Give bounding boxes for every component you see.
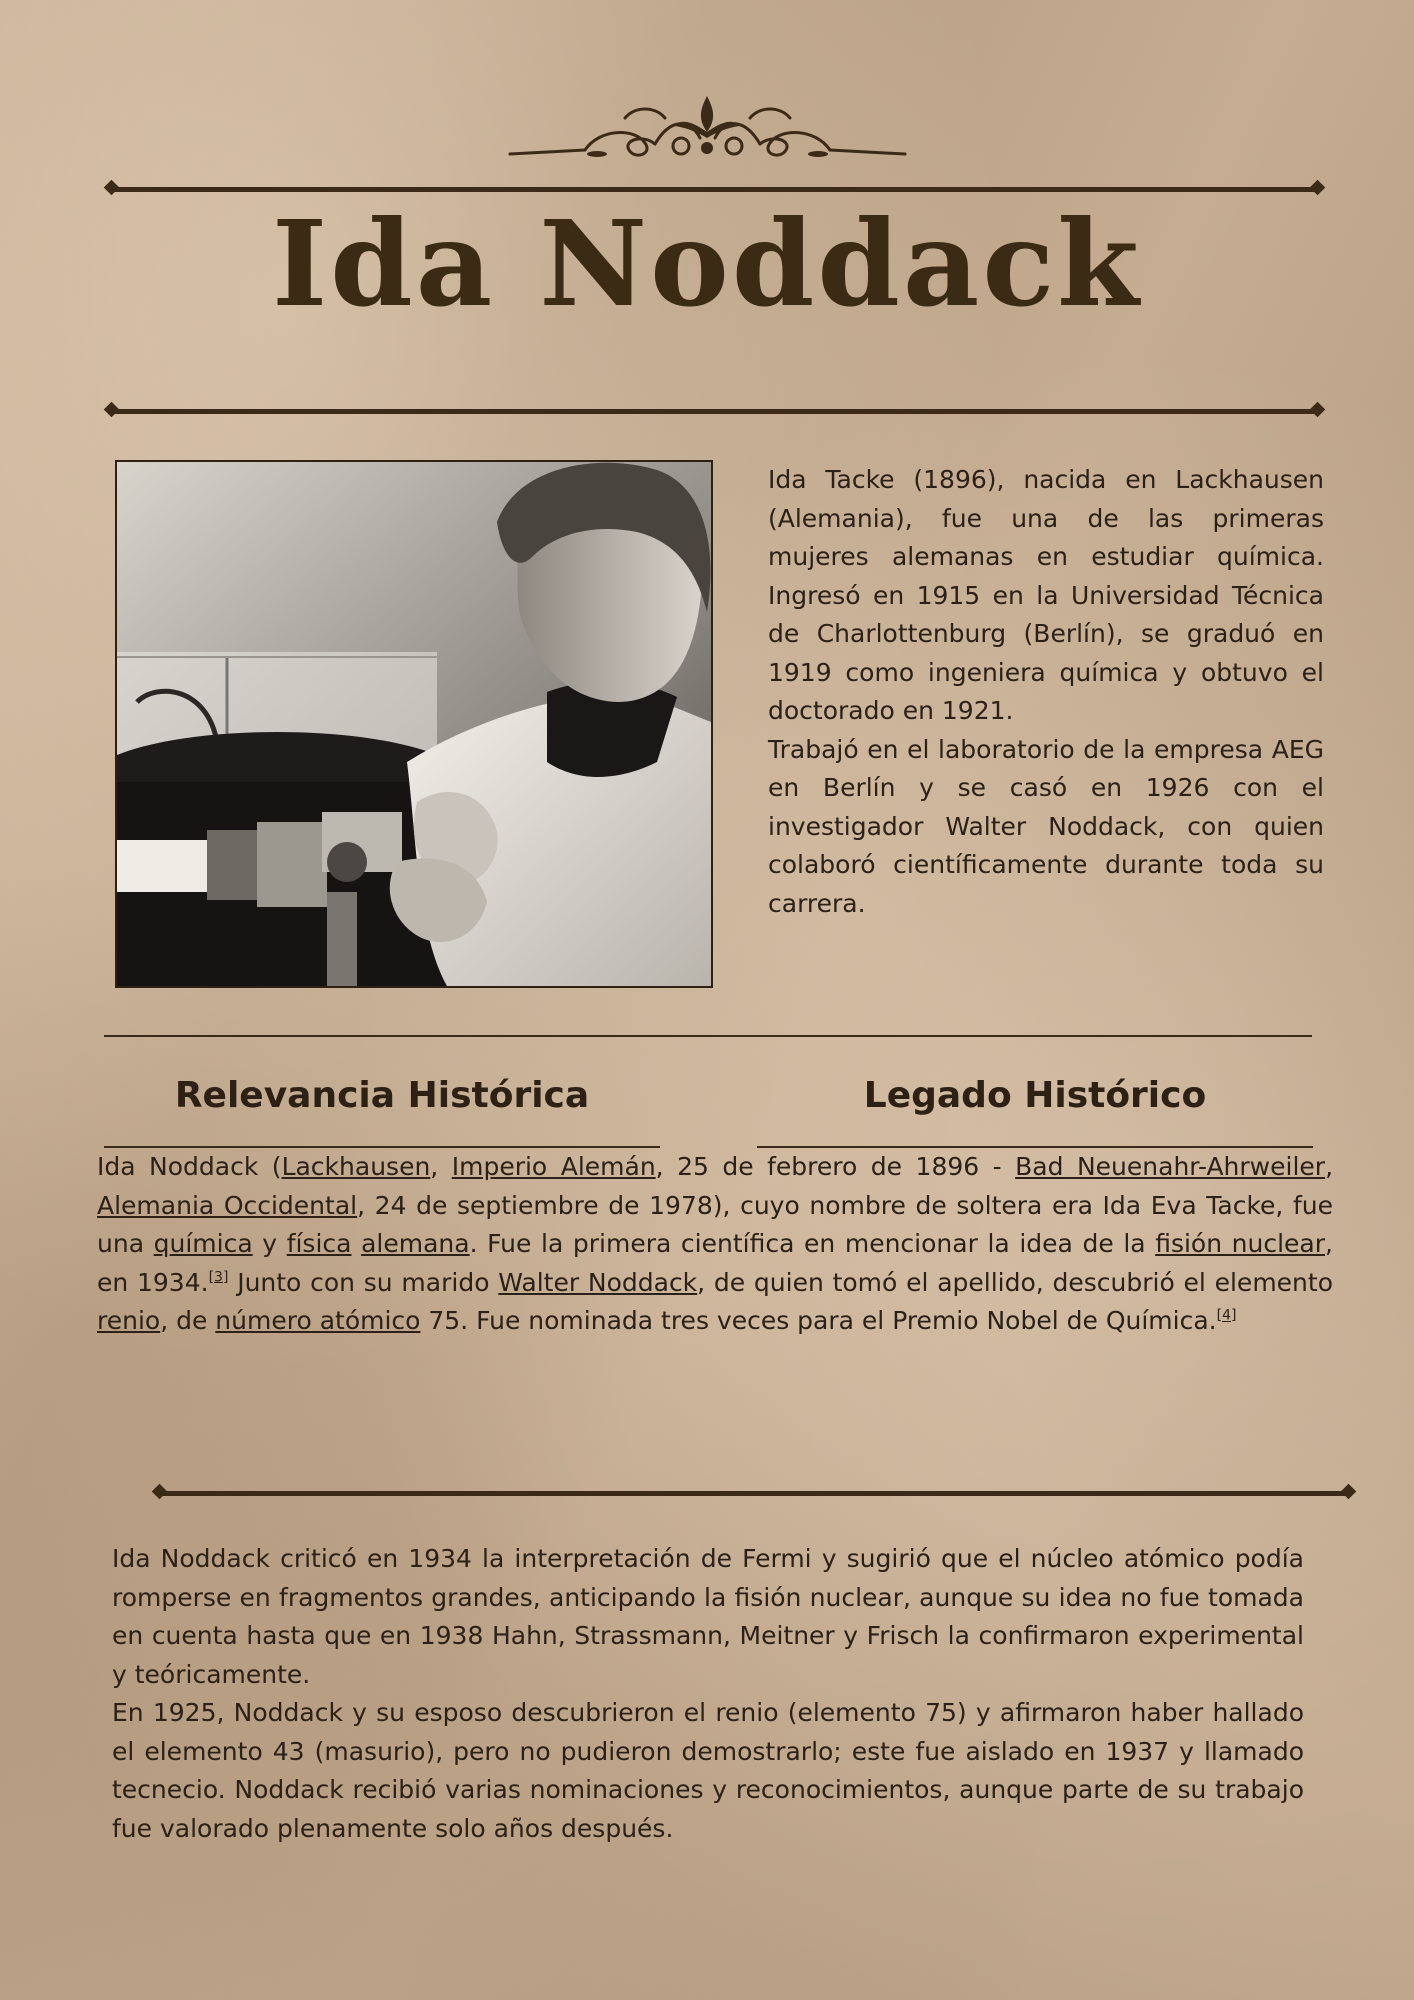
link-fisica[interactable]: física [286,1229,352,1258]
link-renio[interactable]: renio [97,1306,161,1335]
link-lackhausen[interactable]: Lackhausen [281,1152,431,1181]
top-divider [112,187,1317,192]
legacy-paragraph-1: Ida Noddack criticó en 1934 la interpretación de Fermi y sugirió que el núcleo atómico podía romperse en fragmentos grandes, anticipando la fisión nuclear, aunque su idea no fue tomada en cuenta hasta que en 1938 Hahn, Strassmann, Meitner y Frisch la confirmaron experimental y teóricamente. [112,1544,1304,1689]
heading-legado: Legado Histórico [863,1075,1207,1116]
link-quimica[interactable]: química [153,1229,253,1258]
reference-4[interactable]: [4] [1216,1307,1237,1324]
section-divider [104,1035,1312,1037]
intro-column [768,461,1324,923]
reference-3[interactable]: [3] [208,1269,229,1286]
legacy-paragraph-2: En 1925, Noddack y su esposo descubrieron el renio (elemento 75) y afirmaron haber hallado el elemento 43 (masurio), pero no pudieron demostrarlo; este fue aislado en 1937 y llamado tecnecio. Noddack recibió varias nominaciones y reconocimientos, aunque parte de su trabajo fue valorado plenamente solo años después. [112,1698,1304,1843]
title-divider [112,409,1317,414]
portrait-illustration [117,462,711,986]
link-bad-neuenahr-ahrweiler[interactable]: Bad Neuenahr-Ahrweiler [1015,1152,1326,1181]
link-fision-nuclear[interactable]: fisión nuclear [1155,1229,1326,1258]
biography-paragraph: Ida Noddack (Lackhausen, Imperio Alemán, 25 de febrero de 1896 - Bad Neuenahr-Ahrweiler, Alemania Occidental, 24 de septiembre de 1978), cuyo nombre de soltera era Ida Eva Tacke, fue una química y física alemana. Fue la primera científica en mencionar la idea de la fisión nuclear, en 1934.[3] Junto con su marido Walter Noddack, de quien tomó el apellido, descubrió el elemento renio, de número atómico 75. Fue nominada tres veces para el Premio Nobel de Química.[4] [97,1152,1334,1335]
intro-paragraph-1: Ida Tacke (1896), nacida en Lackhausen (Alemania), fue una de las primeras mujeres alemanas en estudiar química. Ingresó en 1915 en la Universidad Técnica de Charlottenburg (Berlín), se graduó en 1919 como ingeniera química y obtuvo el doctorado en 1921. [768,465,1324,725]
bottom-divider [160,1491,1348,1496]
link-alemania-occidental[interactable]: Alemania Occidental [97,1190,358,1220]
page-title: Ida Noddack [272,194,1142,333]
link-walter-noddack[interactable]: Walter Noddack [498,1267,698,1297]
link-alemana[interactable]: alemana [361,1229,470,1258]
heading-relevancia: Relevancia Histórica [174,1075,590,1116]
portrait-photo [115,460,713,988]
legacy-column [112,1540,1304,1848]
link-imperio-aleman[interactable]: Imperio Alemán [451,1152,656,1181]
flourish-ornament-icon [505,88,910,166]
intro-paragraph-2: Trabajó en el laboratorio de la empresa AEG en Berlín y se casó en 1926 con el investigador Walter Noddack, con quien colaboró científicamente durante toda su carrera. [768,734,1324,918]
link-numero-atomico[interactable]: número atómico [215,1306,421,1335]
